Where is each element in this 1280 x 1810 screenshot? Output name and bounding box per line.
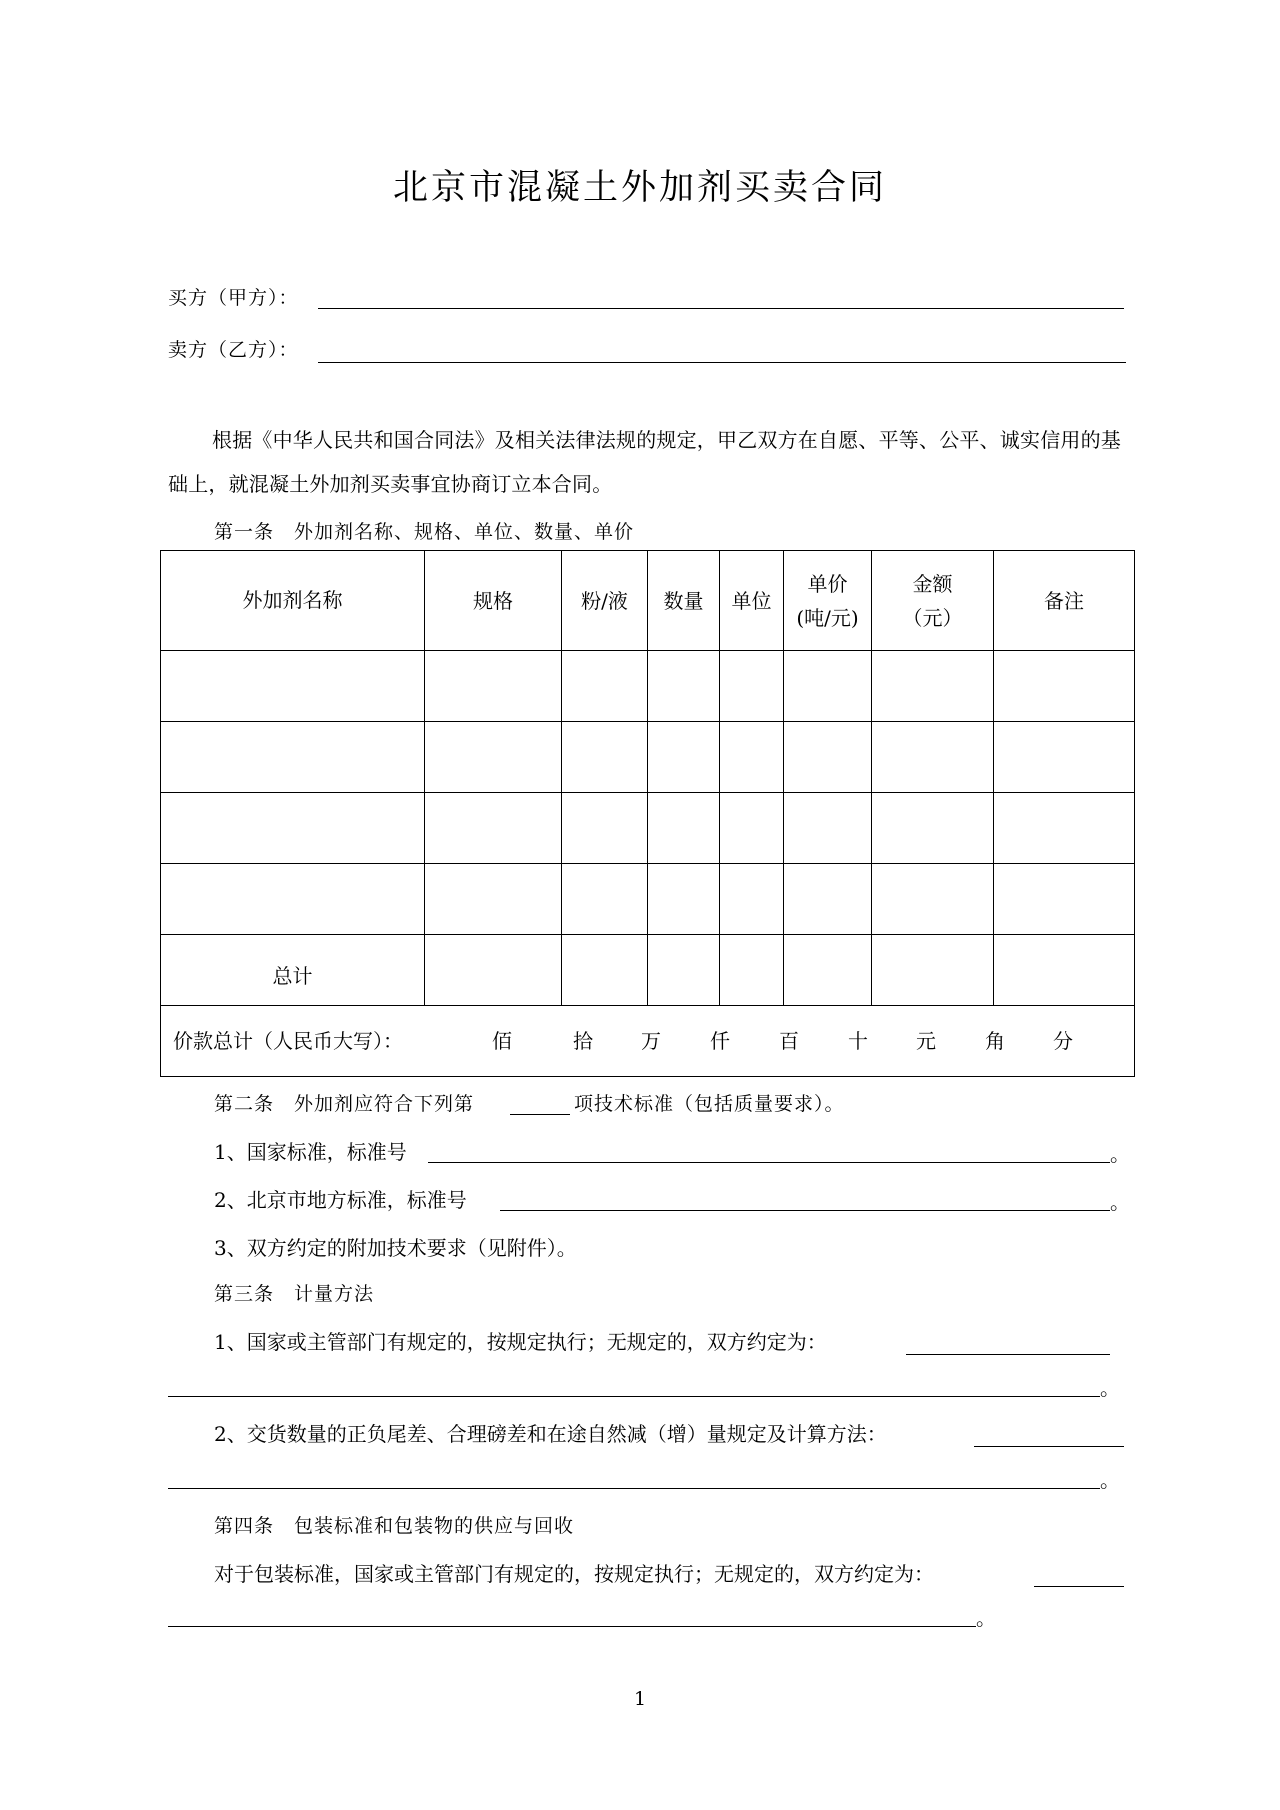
cell[interactable] [784, 935, 872, 1006]
period: 。 [1100, 1468, 1120, 1492]
cell[interactable] [648, 864, 720, 935]
cell[interactable] [994, 935, 1135, 1006]
cell[interactable] [562, 793, 648, 864]
table-row [161, 722, 1135, 793]
cell[interactable] [994, 651, 1135, 722]
table-header-row [161, 551, 1135, 651]
cell[interactable] [784, 651, 872, 722]
standard-national-label: 1、国家标准，标准号 [214, 1140, 407, 1164]
cell[interactable] [994, 722, 1135, 793]
cell[interactable] [562, 935, 648, 1006]
cell[interactable] [161, 793, 425, 864]
table-total-row [161, 935, 1135, 1006]
header-form: 粉/液 [562, 551, 648, 651]
cell[interactable] [425, 935, 562, 1006]
cell[interactable] [648, 935, 720, 1006]
cell[interactable] [872, 651, 994, 722]
unit-yuan: 元 [916, 1029, 936, 1053]
seller-blank[interactable] [318, 362, 1126, 363]
cell[interactable] [425, 651, 562, 722]
unit-wan: 万 [641, 1029, 661, 1053]
header-quantity: 数量 [648, 551, 720, 651]
buyer-label: 买方（甲方）： [168, 287, 299, 309]
standard-beijing-label: 2、北京市地方标准，标准号 [214, 1188, 467, 1212]
cell[interactable] [648, 651, 720, 722]
header-remarks: 备注 [994, 551, 1135, 651]
seller-label: 卖方（乙方）： [168, 339, 299, 361]
cell[interactable] [994, 864, 1135, 935]
unit-shi: 十 [848, 1029, 868, 1053]
header-amount-unit: （元） [902, 605, 963, 630]
unit-bai-wan: 佰 [492, 1029, 512, 1053]
table-row [161, 651, 1135, 722]
header-name: 外加剂名称 [161, 551, 425, 651]
price-total-cell [161, 1006, 1135, 1077]
additional-requirements: 3、双方约定的附加技术要求（见附件）。 [214, 1236, 577, 1260]
measurement-item-2-blank-line2[interactable] [168, 1488, 1100, 1489]
buyer-blank[interactable] [318, 308, 1124, 309]
cell[interactable] [720, 793, 784, 864]
header-amount-label: 金额 [912, 571, 953, 596]
cell[interactable] [562, 722, 648, 793]
article-2-prefix: 第二条 外加剂应符合下列第 [214, 1093, 475, 1115]
price-total-label: 价款总计（人民币大写）： [173, 1029, 403, 1053]
cell[interactable] [784, 864, 872, 935]
packaging-text: 对于包装标准，国家或主管部门有规定的，按规定执行；无规定的，双方约定为： [214, 1562, 934, 1586]
unit-jiao: 角 [985, 1029, 1005, 1053]
cell[interactable] [784, 793, 872, 864]
document-title: 北京市混凝土外加剂买卖合同 [392, 168, 887, 208]
standard-national-blank[interactable] [428, 1162, 1110, 1163]
price-total-row [161, 1006, 1135, 1077]
cell[interactable] [872, 722, 994, 793]
total-label: 总计 [161, 935, 425, 1006]
table-row [161, 864, 1135, 935]
period: 。 [1100, 1376, 1120, 1400]
cell[interactable] [720, 935, 784, 1006]
header-unit-price-label: 单价 [807, 571, 848, 596]
header-spec: 规格 [425, 551, 562, 651]
period: 。 [976, 1606, 996, 1630]
cell[interactable] [872, 864, 994, 935]
cell[interactable] [562, 651, 648, 722]
article-1-heading: 第一条 外加剂名称、规格、单位、数量、单价 [214, 521, 635, 543]
page-number: 1 [633, 1688, 647, 1710]
cell[interactable] [872, 793, 994, 864]
cell[interactable] [994, 793, 1135, 864]
cell[interactable] [161, 864, 425, 935]
cell[interactable] [648, 722, 720, 793]
intro-paragraph: 根据《中华人民共和国合同法》及相关法律法规的规定，甲乙双方在自愿、平等、公平、诚实信用的基础上，就混凝土外加剂买卖事宜协商订立本合同。 [168, 428, 1121, 496]
unit-shi-wan: 拾 [573, 1029, 593, 1053]
cell[interactable] [784, 722, 872, 793]
cell[interactable] [562, 864, 648, 935]
article-2-suffix: 项技术标准（包括质量要求）。 [574, 1093, 845, 1115]
article-3-heading: 第三条 计量方法 [214, 1283, 375, 1305]
header-unit-price-unit: (吨/元) [796, 605, 859, 630]
cell[interactable] [425, 864, 562, 935]
cell[interactable] [161, 651, 425, 722]
header-unit-price [784, 551, 872, 651]
standard-beijing-blank[interactable] [500, 1210, 1110, 1211]
cell[interactable] [161, 722, 425, 793]
items-table [160, 550, 1135, 1077]
table-row [161, 793, 1135, 864]
measurement-item-1-blank-line2[interactable] [168, 1396, 1100, 1397]
unit-fen: 分 [1053, 1029, 1073, 1053]
header-amount [872, 551, 994, 651]
period: 。 [1110, 1190, 1130, 1214]
measurement-item-2-blank[interactable] [974, 1446, 1124, 1447]
article-2-blank[interactable] [510, 1114, 570, 1115]
cell[interactable] [720, 651, 784, 722]
unit-bai: 百 [779, 1029, 799, 1053]
cell[interactable] [720, 722, 784, 793]
cell[interactable] [425, 722, 562, 793]
unit-qian: 仟 [710, 1029, 730, 1053]
packaging-blank-line2[interactable] [168, 1626, 976, 1627]
period: 。 [1110, 1142, 1130, 1166]
article-4-heading: 第四条 包装标准和包装物的供应与回收 [214, 1515, 575, 1537]
cell[interactable] [648, 793, 720, 864]
packaging-blank[interactable] [1034, 1586, 1124, 1587]
header-unit: 单位 [720, 551, 784, 651]
cell[interactable] [425, 793, 562, 864]
measurement-item-1: 1、国家或主管部门有规定的，按规定执行；无规定的，双方约定为： [214, 1330, 827, 1354]
measurement-item-2: 2、交货数量的正负尾差、合理磅差和在途自然减（增）量规定及计算方法： [214, 1422, 887, 1446]
cell[interactable] [720, 864, 784, 935]
cell[interactable] [872, 935, 994, 1006]
measurement-item-1-blank[interactable] [906, 1354, 1110, 1355]
